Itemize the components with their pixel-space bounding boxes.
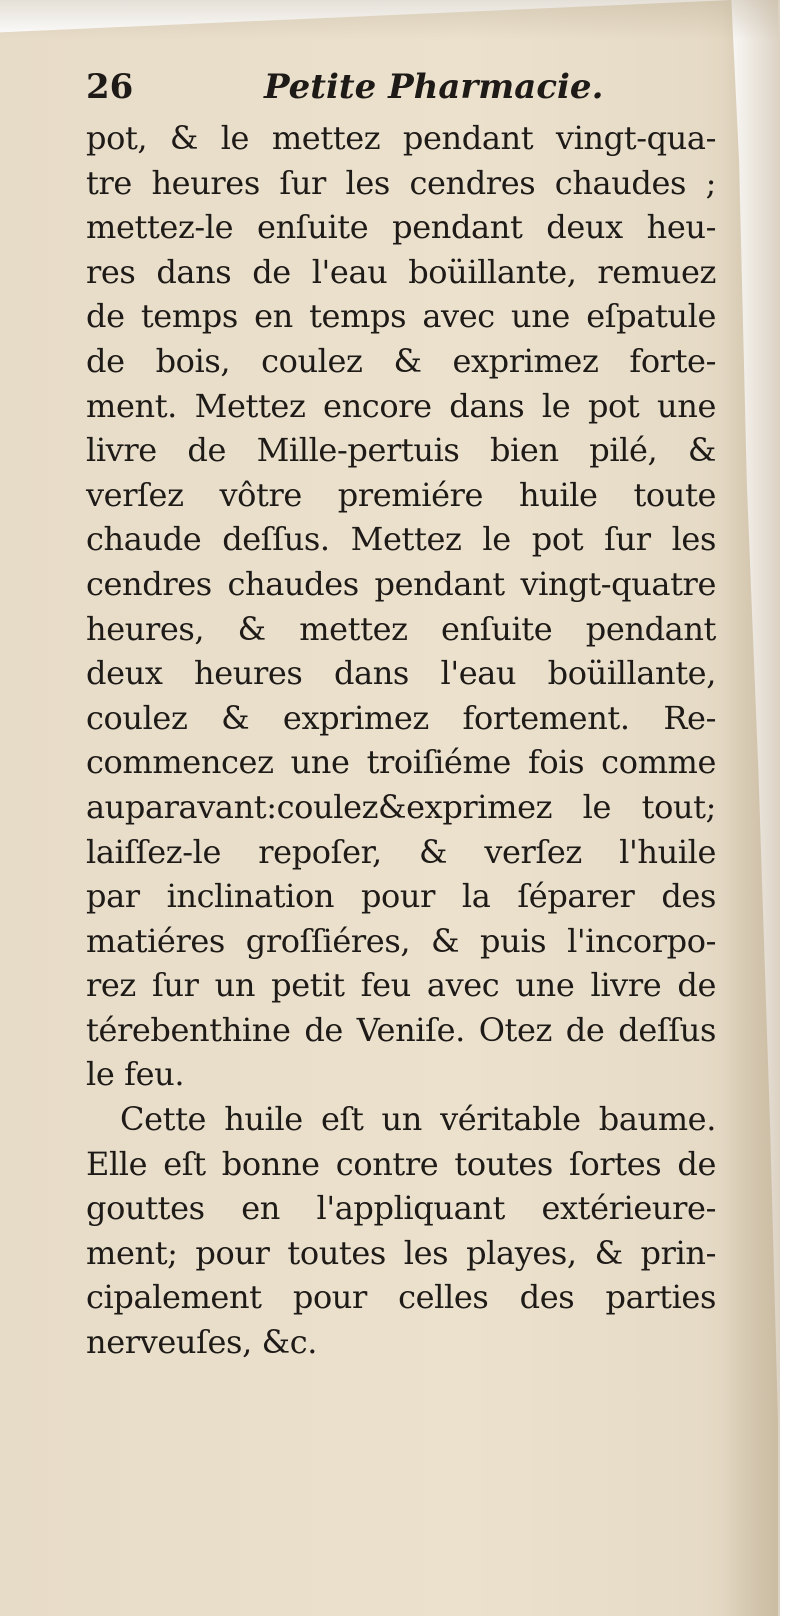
paper-edge-stain xyxy=(722,0,780,1616)
text-line: res dans de l'eau boüillante, remuez xyxy=(86,252,716,291)
text-line: de temps en temps avec une eſpatule xyxy=(86,297,716,336)
text-line: heures, & mettez enſuite pendant xyxy=(86,609,716,648)
text-line: cendres chaudes pendant vingt-quatre xyxy=(86,564,716,603)
text-line: mettez-le enſuite pendant deux heu- xyxy=(86,208,716,247)
text-line: chaude deſſus. Mettez le pot ſur les xyxy=(86,520,716,559)
text-line: Cette huile eſt un véritable baume. xyxy=(120,1100,716,1139)
text-line: Elle eſt bonne contre toutes ſortes de xyxy=(86,1144,716,1183)
text-line: tre heures ſur les cendres chaudes ; xyxy=(86,163,716,202)
text-line: de bois, coulez & exprimez forte- xyxy=(86,341,716,380)
text-line: ment; pour toutes les playes, & prin- xyxy=(86,1233,716,1272)
paragraph-2 xyxy=(86,1097,716,1365)
running-title: Petite Pharmacie. xyxy=(264,67,604,107)
text-line: matiéres groſſiéres, & puis l'incorpo- xyxy=(86,921,716,960)
text-line: coulez & exprimez fortement. Re- xyxy=(86,698,716,737)
text-line: livre de Mille-pertuis bien pilé, & xyxy=(86,431,716,470)
running-head xyxy=(86,58,716,116)
text-line: cipalement pour celles des parties xyxy=(86,1278,716,1317)
text-line: nerveuſes, &c. xyxy=(86,1323,317,1362)
text-line: le feu. xyxy=(86,1055,185,1094)
text-line: rez ſur un petit feu avec une livre de xyxy=(86,966,716,1005)
text-line: térebenthine de Veniſe. Otez de deſſus xyxy=(86,1010,716,1049)
paper-shadow xyxy=(0,0,778,40)
page-number: 26 xyxy=(86,67,134,107)
text-line: deux heures dans l'eau boüillante, xyxy=(86,654,716,693)
text-line: pot, & le mettez pendant vingt-qua- xyxy=(86,119,716,157)
text-line: verſez vôtre premiére huile toute xyxy=(86,475,716,514)
text-line: gouttes en l'appliquant extérieure- xyxy=(86,1189,716,1228)
text-line: laiſſez-le repoſer, & verſez l'huile xyxy=(86,832,716,871)
text-line: ment. Mettez encore dans le pot une xyxy=(86,386,716,425)
text-line: commencez une troiſiéme fois comme xyxy=(86,743,716,782)
page-text xyxy=(86,58,716,1365)
text-line: par inclination pour la ſéparer des xyxy=(86,877,716,916)
paragraph-1 xyxy=(86,116,716,1097)
text-line: auparavant:coulez&exprimez le tout; xyxy=(86,787,716,826)
